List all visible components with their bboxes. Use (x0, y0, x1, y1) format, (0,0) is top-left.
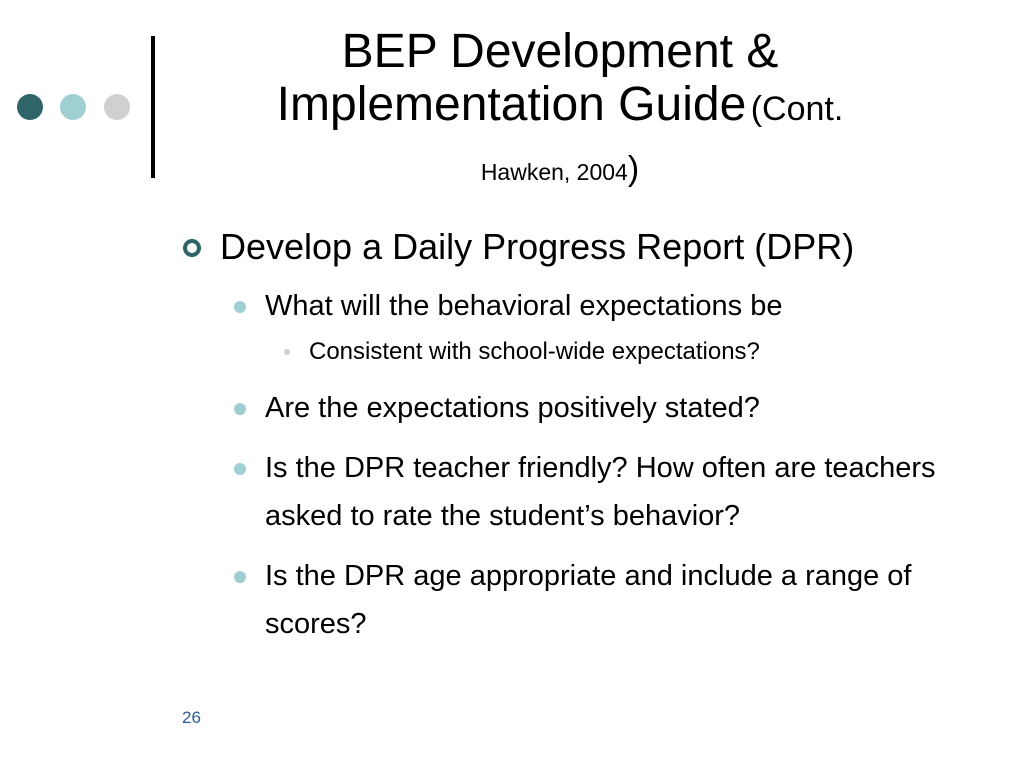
gray-dot-icon (104, 94, 130, 120)
filled-circle-bullet-icon (234, 463, 246, 475)
bullet-level-1 (183, 224, 943, 270)
slide-content (183, 220, 943, 648)
title-citation: Hawken, 2004 (480, 159, 628, 185)
bullet-level-2 (183, 384, 943, 432)
title-line-3 (190, 139, 930, 206)
bullet-level-2 (183, 552, 943, 648)
bullet-text: Develop a Daily Progress Report (DPR) (220, 226, 855, 267)
bullet-text: Are the expectations positively stated? (265, 392, 760, 424)
page-number: 26 (182, 708, 201, 727)
title-line-1: BEP Development & (341, 25, 779, 78)
bullet-text: Is the DPR teacher friendly? How often are teachers asked to rate the student’s behavior? (265, 452, 936, 532)
bullet-level-3 (183, 332, 943, 372)
vertical-divider (151, 36, 155, 178)
title-cont: (Cont. (750, 90, 844, 128)
title-line-2: Implementation Guide (276, 78, 747, 131)
bullet-text: Is the DPR age appropriate and include a range of scores? (265, 560, 912, 640)
dark-teal-dot-icon (17, 94, 43, 120)
slide-title (190, 22, 930, 206)
light-teal-dot-icon (60, 94, 86, 120)
filled-circle-bullet-icon (234, 301, 246, 313)
decorative-dots (0, 0, 140, 200)
filled-circle-bullet-icon (234, 403, 246, 415)
bullet-level-2 (183, 444, 943, 540)
bullet-text: What will the behavioral expectations be (265, 290, 783, 322)
small-dot-bullet-icon (284, 349, 290, 355)
title-close-paren: ) (627, 150, 640, 188)
hollow-circle-bullet-icon (183, 239, 201, 257)
filled-circle-bullet-icon (234, 571, 246, 583)
bullet-text: Consistent with school-wide expectations? (309, 338, 760, 365)
bullet-level-2 (183, 282, 943, 330)
title-line-2-container (190, 78, 930, 139)
